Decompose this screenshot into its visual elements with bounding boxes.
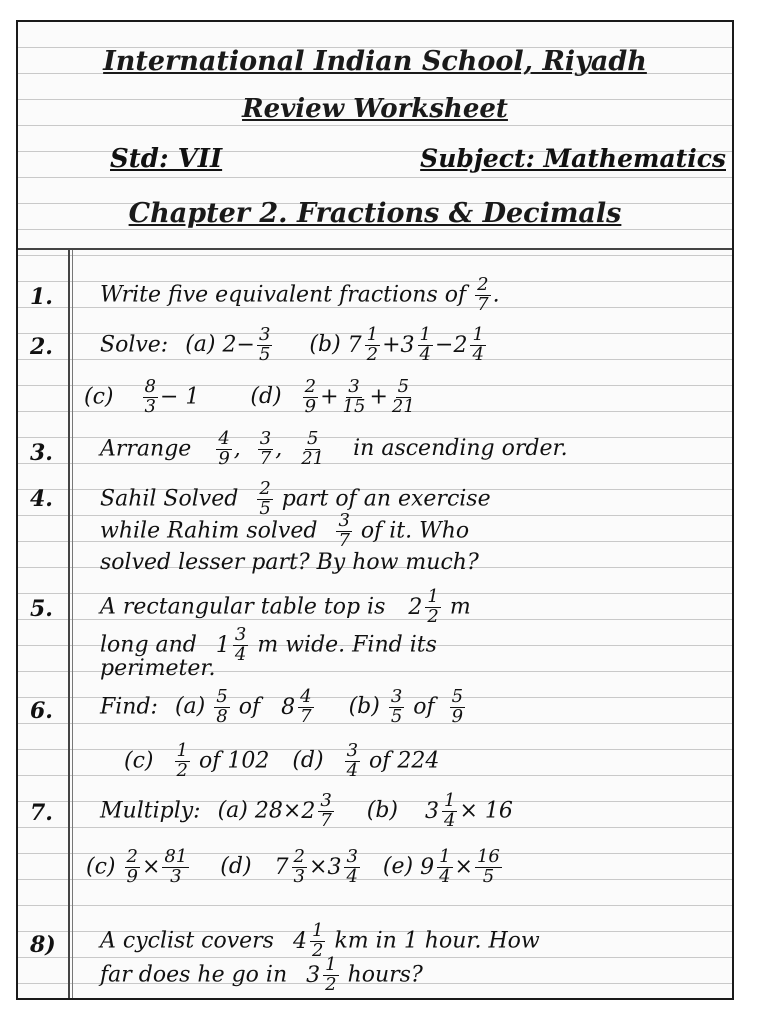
mixed-number: 1 $\frac{3}{4}$ — [215, 624, 247, 665]
fraction: $\frac{3}{15}$ — [342, 376, 366, 417]
mixed-number: 2 $\frac{3}{7}$ — [301, 790, 332, 831]
question-2-line-2: (c) $\frac{8}{3}$ − 1 (d) $\frac{2}{9}$ + $\frac{3}{15}$ + $\frac{5}{21}$ — [84, 376, 415, 417]
fraction: $\frac{3}{4}$ — [346, 740, 359, 781]
mixed-number: 8 $\frac{4}{7}$ — [281, 686, 312, 727]
question-number: 2. — [30, 334, 53, 360]
question-7-line-1: Multiply: (a) 28× 2 $\frac{3}{7}$ (b) 3 $\frac{1}{4}$ × 16 — [100, 790, 513, 831]
question-5-line-1: A rectangular table top is 2 $\frac{1}{2}$ m — [100, 586, 471, 627]
fraction: $\frac{2}{9}$ — [126, 846, 138, 887]
question-6-line-2: (c) $\frac{1}{2}$ of 102 (d) $\frac{3}{4}$ of 224 — [124, 740, 440, 781]
question-number: 8) — [30, 932, 56, 958]
question-number: 5. — [30, 596, 53, 622]
question-number: 4. — [30, 486, 53, 512]
chapter-title: Chapter 2. Fractions & Decimals — [128, 198, 622, 229]
fraction: $\frac{2}{9}$ — [304, 376, 317, 417]
question-6-line-1: Find: (a) $\frac{5}{8}$ of 8 $\frac{4}{7}$ (b) $\frac{3}{5}$ of $\frac{5}{9}$ — [100, 686, 464, 727]
question-number: 6. — [30, 698, 53, 724]
mixed-number: 3 $\frac{3}{4}$ — [327, 846, 358, 887]
fraction: $\frac{2}{7}$ — [477, 274, 489, 315]
fraction: $\frac{4}{9}$ — [218, 428, 230, 469]
mixed-number: 2 $\frac{1}{2}$ — [408, 586, 439, 627]
question-1: Write five equivalent fractions of $\frac{2}{7}$ . — [100, 274, 500, 315]
mixed-number: 9 $\frac{1}{4}$ — [420, 846, 451, 887]
question-8-line-2: far does he go in 3 $\frac{1}{2}$ hours? — [100, 954, 423, 995]
margin-line — [68, 250, 70, 998]
mixed-number: 3 $\frac{1}{2}$ — [306, 954, 337, 995]
fraction: $\frac{3}{5}$ — [390, 686, 403, 727]
question-4-line-3: solved lesser part? By how much? — [100, 550, 479, 575]
fraction: $\frac{3}{7}$ — [259, 428, 272, 469]
fraction: $\frac{2}{5}$ — [259, 478, 271, 519]
worksheet-title: Review Worksheet — [242, 94, 508, 124]
question-3: Arrange $\frac{4}{9}$ , $\frac{3}{7}$ , $\frac{5}{21}$ in ascending order. — [100, 428, 568, 469]
fraction: $\frac{81}{3}$ — [164, 846, 188, 887]
margin-line-inner — [72, 250, 73, 998]
fraction: $\frac{5}{9}$ — [451, 686, 464, 727]
fraction: $\frac{16}{5}$ — [476, 846, 500, 887]
question-number: 3. — [30, 440, 53, 466]
question-5-line-3: perimeter. — [100, 656, 216, 681]
question-number: 7. — [30, 800, 53, 826]
worksheet-page — [16, 20, 734, 1000]
fraction: $\frac{5}{21}$ — [301, 428, 325, 469]
fraction: $\frac{3}{7}$ — [338, 510, 350, 551]
question-8-line-1: A cyclist covers 4 $\frac{1}{2}$ km in 1 hour. How — [100, 920, 540, 961]
fraction: $\frac{8}{3}$ — [144, 376, 156, 417]
question-4-line-2: while Rahim solved $\frac{3}{7}$ of it. Who — [100, 510, 470, 551]
school-name: International Indian School, Riyadh — [103, 46, 647, 77]
q1-text: Write five equivalent fractions of — [100, 282, 467, 308]
mixed-number: 7 $\frac{2}{3}$ — [274, 846, 305, 887]
question-2-line-1: Solve: (a) 2− $\frac{3}{5}$ (b) 7 $\frac{1}{2}$ + 3 $\frac{1}{4}$ − 2 $\frac{1}{4}$ — [100, 326, 488, 365]
subject-label: Subject: Mathematics — [420, 144, 726, 173]
question-5-line-2: long and 1 $\frac{3}{4}$ m wide. Find its — [100, 624, 437, 665]
fraction: $\frac{1}{2}$ — [176, 740, 188, 781]
std-label: Std: VII — [110, 144, 223, 174]
mixed-number: 3 $\frac{1}{4}$ — [425, 790, 456, 831]
question-4-line-1: Sahil Solved $\frac{2}{5}$ part of an exercise — [100, 478, 491, 519]
fraction: $\frac{3}{5}$ — [258, 324, 271, 365]
header-divider — [18, 248, 732, 250]
mixed-number: 3 $\frac{1}{4}$ — [400, 324, 431, 365]
fraction: $\frac{5}{21}$ — [391, 376, 415, 417]
fraction: $\frac{5}{8}$ — [216, 686, 228, 727]
question-number: 1. — [30, 284, 53, 310]
mixed-number: 2 $\frac{1}{4}$ — [453, 324, 484, 365]
mixed-number: 4 $\frac{1}{2}$ — [292, 920, 324, 961]
mixed-number: 7 $\frac{1}{2}$ — [347, 324, 379, 365]
question-7-line-2: (c) $\frac{2}{9}$ × $\frac{81}{3}$ (d) 7 $\frac{2}{3}$ × 3 $\frac{3}{4}$ (e) 9 $\frac{1}{4}$ × $\frac{16}{5}$ — [86, 846, 500, 887]
